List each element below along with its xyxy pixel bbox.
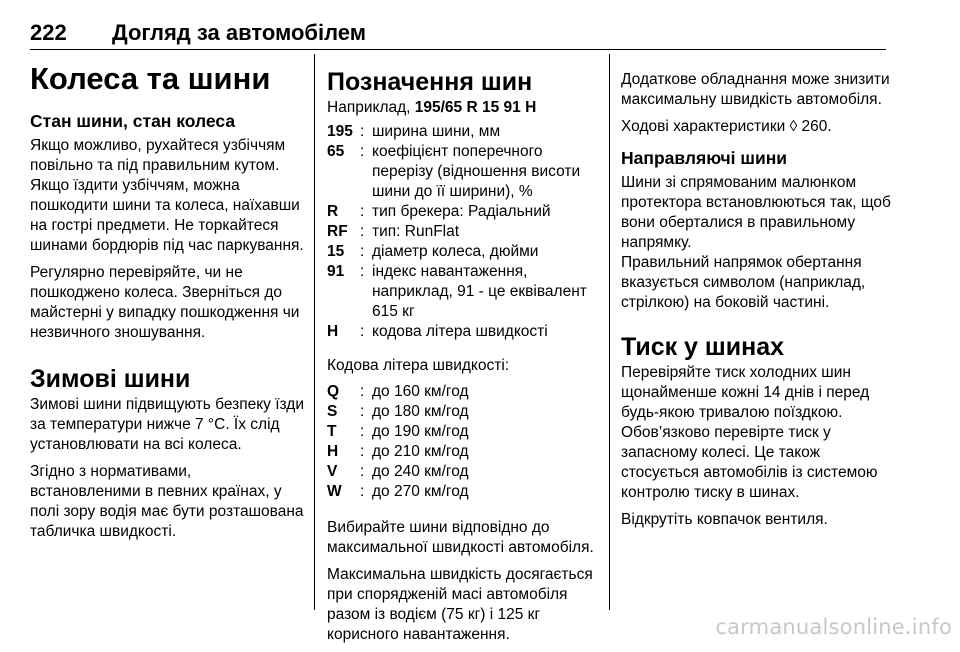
- column-left: [30, 54, 306, 549]
- paragraph: Перевіряйте тиск холодних шин щонайменше кожні 14 днів і перед будь-якою тривалою поїздкою. Обов’язково перевірте тиск у запасному колесі. Це також стосується автомобілів із системою контролю тиску в шинах.: [621, 364, 878, 501]
- speed-intro: Кодова літера швидкості:: [327, 357, 510, 374]
- section-title-tyre-pressure: Тиск у шинах: [621, 333, 785, 361]
- list-item: H : до 210 км/год: [327, 443, 469, 460]
- list-item: 91 : індекс навантаження, наприклад, 91 - це еквівалент 615 кг: [327, 263, 587, 320]
- list-item: Q : до 160 км/год: [327, 383, 469, 400]
- example-value: 195/65 R 15 91 H: [414, 99, 537, 116]
- paragraph: Додаткове обладнання може знизити максимальну швидкість автомобіля.: [621, 71, 890, 108]
- paragraph: Максимальна швидкість досягається при спорядженій масі автомобіля разом із водієм (75 кг) і 125 кг корисного навантаження.: [327, 566, 593, 643]
- cross-reference[interactable]: Ходові характеристики ◊ 260.: [621, 118, 832, 135]
- watermark: carmanualsonline.info: [715, 615, 952, 639]
- subsection-title-tyre-condition: Стан шини, стан колеса: [30, 111, 236, 131]
- paragraph: Правильний напрямок обертання вказується символом (наприклад, стрілкою) на боковій частині.: [621, 254, 866, 311]
- paragraph: Шини зі спрямованим малюнком протектора встановлюються так, щоб вони оберталися в правильному напрямку.: [621, 174, 891, 251]
- list-item: 195 : ширина шини, мм: [327, 123, 501, 140]
- paragraph: Зимові шини підвищують безпеку їзди за температури нижче 7 °C. Їх слід установлювати на всі колеса.: [30, 396, 305, 453]
- column-right: [621, 54, 893, 537]
- list-item: R : тип брекера: Радіальний: [327, 203, 551, 220]
- paragraph: Згідно з нормативами, встановленими в певних країнах, у полі зору водія має бути розташована табличка швидкості.: [30, 463, 304, 540]
- list-item: T : до 190 км/год: [327, 423, 469, 440]
- column-divider-1: [314, 54, 315, 610]
- paragraph: Якщо можливо, рухайтеся узбіччям повільно та під правильним кутом. Якщо їздити узбіччям, можна пошкодити шини та колеса, наїхавши на гострі предмети. Не торкайтеся шинами бордюрів під час паркування.: [30, 137, 304, 254]
- list-item: W : до 270 км/год: [327, 483, 469, 500]
- column-divider-2: [609, 54, 610, 610]
- page-header: [30, 6, 886, 50]
- list-item: H : кодова літера швидкості: [327, 323, 548, 340]
- list-item: V : до 240 км/год: [327, 463, 469, 480]
- paragraph: Вибирайте шини відповідно до максимальної швидкості автомобіля.: [327, 519, 594, 556]
- designation-list: [327, 122, 604, 342]
- section-title-wheels-tyres: Колеса та шини: [30, 61, 271, 96]
- example-prefix: Наприклад,: [327, 99, 415, 116]
- list-item: 15 : діаметр колеса, дюйми: [327, 243, 539, 260]
- chapter-title: Догляд за автомобілем: [112, 20, 367, 45]
- page-number: 222: [30, 20, 67, 45]
- column-middle: [327, 54, 604, 652]
- list-item: 65 : коефіцієнт поперечного перерізу (відношення висоти шини до її ширини), %: [327, 143, 581, 200]
- speed-code-list: [327, 382, 604, 502]
- section-title-tyre-designations: Позначення шин: [327, 68, 533, 96]
- list-item: S : до 180 км/год: [327, 403, 469, 420]
- section-title-winter-tyres: Зимові шини: [30, 365, 191, 393]
- example-line: [327, 98, 604, 118]
- header-divider: [30, 49, 886, 50]
- subsection-title-directional-tyres: Направляючі шини: [621, 148, 788, 168]
- paragraph: Регулярно перевіряйте, чи не пошкоджено колеса. Зверніться до майстерні у випадку пошкодження чи незвичного зношування.: [30, 264, 300, 341]
- paragraph: Відкрутіть ковпачок вентиля.: [621, 511, 828, 528]
- list-item: RF : тип: RunFlat: [327, 223, 460, 240]
